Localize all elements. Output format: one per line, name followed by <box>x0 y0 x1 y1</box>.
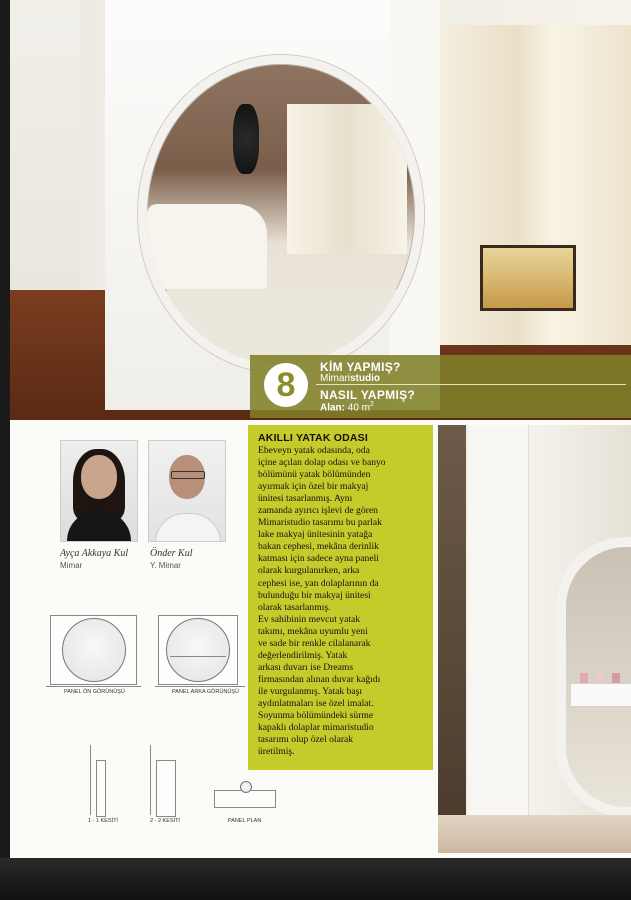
window <box>480 245 576 311</box>
article-line: kapaklı dolaplar mimaristudio <box>258 722 374 734</box>
article-line: ünitesi tasarlanmış. Aynı <box>258 493 353 505</box>
shoulders <box>155 513 221 542</box>
section1-label: 1 - 1 KESİTİ <box>88 818 118 824</box>
article-line: içine açılan dolap odası ve banyo <box>258 457 386 469</box>
person-name: Önder Kul <box>150 548 193 559</box>
who-answer: Mimaristudio <box>320 373 380 384</box>
article-line: Soyunma bölümündeki sürme <box>258 710 374 722</box>
article-line: olarak tasarlanmış. <box>258 601 331 613</box>
article-line: katması için sadece ayna paneli <box>258 553 379 565</box>
article-line: cephesi ise, yan dolaplarının da <box>258 577 379 589</box>
article-line: olarak kurgulanırken, arka <box>258 565 360 577</box>
back-label: PANEL ARKA GÖRÜNÜŞÜ <box>172 689 239 695</box>
article-line: ile vurgulanmış. Yatak başı <box>258 685 363 697</box>
article-line: aydınlatmaları ise özel imalat. <box>258 697 374 709</box>
article-line: bulunduğu bir makyaj ünitesi <box>258 589 371 601</box>
article-box <box>248 425 433 770</box>
portrait-ayca <box>60 440 138 542</box>
plan-fixture <box>240 781 252 793</box>
back-circle <box>166 618 230 682</box>
magazine-page <box>10 0 631 858</box>
person-name: Ayça Akkaya Kul <box>60 548 129 559</box>
article-line: Ev sahibinin mevcut yatak <box>258 613 361 625</box>
article-line: ayırmak için özel bir makyaj <box>258 481 369 493</box>
white-column <box>468 425 529 853</box>
reflected-bed <box>147 204 267 289</box>
vanity-counter <box>570 683 631 707</box>
article-title: AKILLI YATAK ODASI <box>258 432 368 444</box>
baseline <box>155 686 245 687</box>
portrait-onder <box>148 440 226 542</box>
round-mirror <box>138 55 424 373</box>
vanity-photo <box>438 425 631 853</box>
article-line: bölümünü yatak bölümünden <box>258 469 371 481</box>
article-line: takımı, mekâna uyumlu yeni <box>258 625 368 637</box>
who-question: KİM YAPMIŞ? <box>320 360 401 374</box>
how-question: NASIL YAPMIŞ? <box>320 388 416 402</box>
floor <box>438 815 631 853</box>
how-answer: Alan: 40 $m^2$ <box>320 401 374 414</box>
article-line: tasarımı olup özel olarak <box>258 734 354 746</box>
section2-label: 2 - 2 KESİTİ <box>150 818 180 824</box>
article-body <box>258 445 426 758</box>
section1-panel <box>96 760 106 817</box>
front-label: PANEL ÖN GÖRÜNÜŞÜ <box>64 689 125 695</box>
person-role: Y. Mimar <box>150 561 181 570</box>
project-banner <box>250 355 631 418</box>
article-line: Mimaristudio tasarımı bu parlak <box>258 517 382 529</box>
dark-wall <box>438 425 466 853</box>
plan-label: PANEL PLAN <box>228 818 262 824</box>
person-role: Mimar <box>60 561 83 570</box>
article-line: üretilmiş. <box>258 746 295 758</box>
project-number: 8 <box>264 363 308 407</box>
section2-wall <box>150 745 151 815</box>
banner-divider <box>316 384 626 385</box>
pendant-lamp <box>233 104 259 174</box>
scan-shadow <box>0 858 631 900</box>
article-line: zamanda ayırıcı işlevi de gören <box>258 505 378 517</box>
article-line: arkası duvarı ise Dreams <box>258 661 354 673</box>
article-line: lake makyaj ünitesinin yatağa <box>258 529 373 541</box>
article-line: bakan cephesi, mekâna derinlik <box>258 541 379 553</box>
article-line: ve sade bir renkle cilalanarak <box>258 637 371 649</box>
face <box>81 455 117 499</box>
cosmetic-bottles <box>580 673 620 683</box>
section1-wall <box>90 745 91 815</box>
shelf-line <box>170 656 226 657</box>
article-line: değerlendirilmiş. Yatak <box>258 649 348 661</box>
baseline <box>46 686 141 687</box>
glasses <box>171 471 205 479</box>
article-line: firmasından alınan duvar kağıdı <box>258 673 381 685</box>
reflected-curtain <box>287 104 407 254</box>
section2-panel <box>156 760 176 817</box>
article-line: Ebeveyn yatak odasında, oda <box>258 445 370 456</box>
front-mirror-circle <box>62 618 126 682</box>
